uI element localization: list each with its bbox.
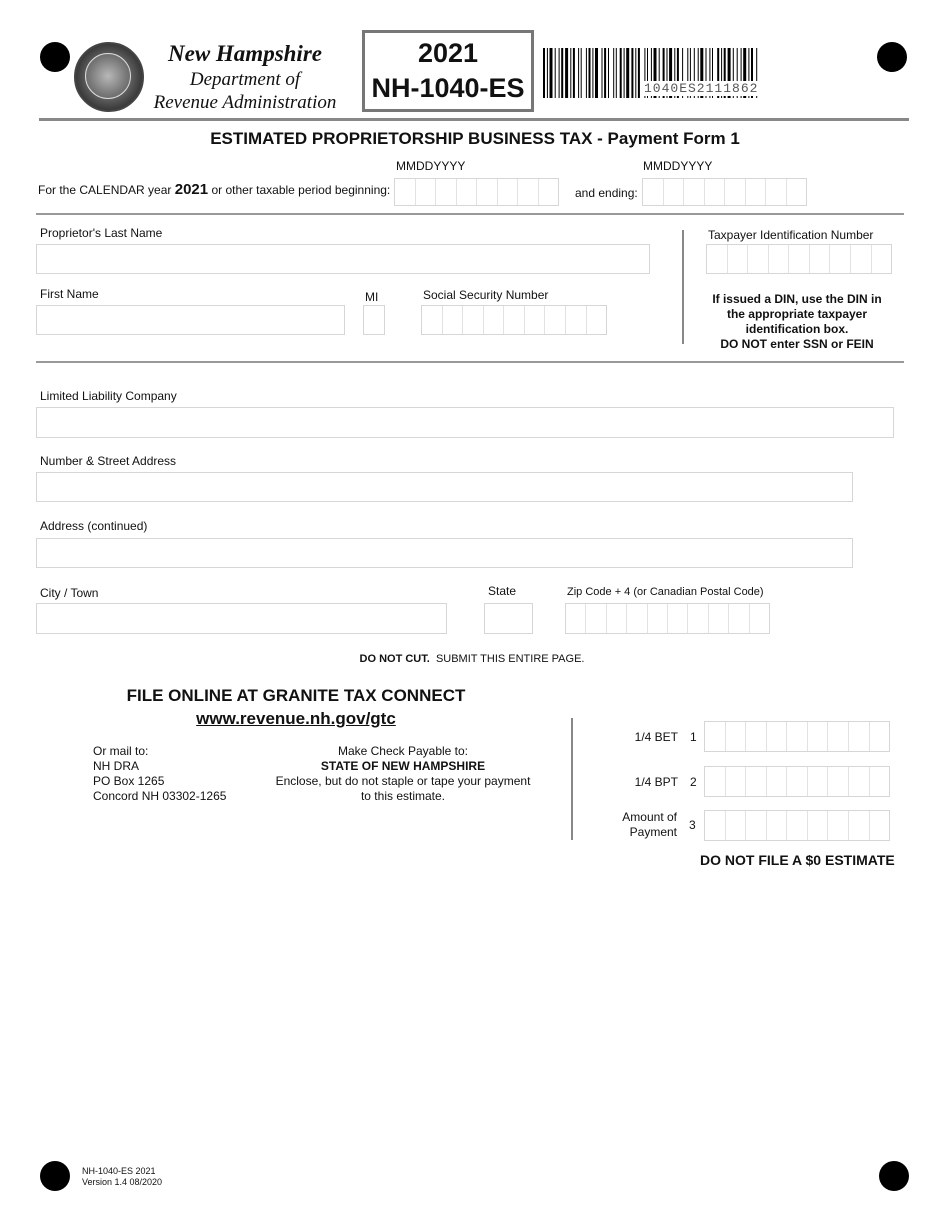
department-name bbox=[140, 40, 350, 114]
ssn-label: Social Security Number bbox=[423, 288, 549, 302]
period-suffix: or other taxable period beginning: bbox=[211, 183, 391, 197]
barcode-number: 1040ES2111862 bbox=[644, 81, 759, 96]
form-title: ESTIMATED PROPRIETORSHIP BUSINESS TAX - Payment Form 1 bbox=[210, 129, 740, 148]
line-3-payment-input[interactable] bbox=[704, 810, 890, 841]
file-online-section bbox=[96, 684, 496, 730]
mailing-address bbox=[93, 744, 226, 804]
mail-line-3: PO Box 1265 bbox=[93, 774, 165, 788]
zip-label: Zip Code + 4 (or Canadian Postal Code) bbox=[567, 586, 764, 598]
din-note-line-2: the appropriate taxpayer bbox=[726, 307, 868, 321]
state-label: State bbox=[488, 584, 517, 598]
ending-label: and ending: bbox=[575, 186, 638, 200]
period-prefix: For the CALENDAR year bbox=[38, 183, 172, 197]
check-line-2: STATE OF NEW HAMPSHIRE bbox=[320, 759, 486, 773]
mi-label: MI bbox=[365, 290, 379, 304]
city-input[interactable] bbox=[36, 603, 447, 634]
first-name-label: First Name bbox=[40, 287, 99, 301]
street-label: Number & Street Address bbox=[40, 454, 177, 468]
line-2-label: 1/4 BPT bbox=[634, 775, 678, 789]
mail-line-4: Concord NH 03302-1265 bbox=[93, 789, 227, 803]
do-not-cut-rest: SUBMIT THIS ENTIRE PAGE. bbox=[435, 653, 585, 665]
street-input[interactable] bbox=[36, 472, 853, 502]
line-3-label-b: Payment bbox=[629, 825, 677, 839]
line-2-number: 2 bbox=[690, 775, 697, 789]
din-note-line-1: If issued a DIN, use the DIN in bbox=[712, 292, 882, 306]
last-name-input[interactable] bbox=[36, 244, 650, 274]
period-year: 2021 bbox=[174, 181, 209, 198]
begin-date-input[interactable] bbox=[394, 178, 559, 206]
header-divider bbox=[39, 118, 909, 121]
footer bbox=[82, 1166, 162, 1188]
end-date-input[interactable] bbox=[642, 178, 807, 206]
din-note-line-4: DO NOT enter SSN or FEIN bbox=[720, 337, 874, 351]
zip-input[interactable] bbox=[565, 603, 770, 634]
gtc-link[interactable]: www.revenue.nh.gov/gtc bbox=[196, 709, 396, 728]
period-label bbox=[38, 181, 390, 198]
dept-line-3: Revenue Administration bbox=[153, 92, 337, 113]
end-date-format: MMDDYYYY bbox=[643, 159, 713, 173]
llc-input[interactable] bbox=[36, 407, 894, 438]
state-seal-logo bbox=[74, 42, 144, 112]
registration-mark-top-left bbox=[40, 42, 70, 72]
last-name-label: Proprietor's Last Name bbox=[40, 226, 163, 240]
tin-divider bbox=[682, 230, 684, 344]
line-2-bpt-input[interactable] bbox=[704, 766, 890, 797]
address-cont-input[interactable] bbox=[36, 538, 853, 568]
section-divider-2 bbox=[36, 361, 904, 363]
footer-form-id: NH-1040-ES 2021 bbox=[82, 1166, 156, 1176]
line-3-label-a: Amount of bbox=[622, 810, 677, 824]
dept-line-1: New Hampshire bbox=[168, 41, 322, 66]
address-cont-label: Address (continued) bbox=[40, 519, 148, 533]
dept-line-2: Department of bbox=[189, 69, 301, 90]
check-line-4: to this estimate. bbox=[360, 789, 446, 803]
line-3-label bbox=[600, 810, 677, 840]
begin-date-format: MMDDYYYY bbox=[396, 159, 466, 173]
form-name: NH-1040-ES bbox=[371, 73, 525, 103]
din-note bbox=[700, 292, 894, 352]
registration-mark-bottom-right bbox=[879, 1161, 909, 1191]
tin-label: Taxpayer Identification Number bbox=[708, 228, 874, 242]
ssn-input[interactable] bbox=[421, 305, 607, 335]
state-input[interactable] bbox=[484, 603, 533, 634]
zero-estimate-notice: DO NOT FILE A $0 ESTIMATE bbox=[700, 852, 895, 868]
payment-divider bbox=[571, 718, 573, 840]
registration-mark-top-right bbox=[877, 42, 907, 72]
check-instructions bbox=[270, 744, 536, 804]
tin-input[interactable] bbox=[706, 244, 892, 274]
line-1-bet-input[interactable] bbox=[704, 721, 890, 752]
mail-line-2: NH DRA bbox=[93, 759, 140, 773]
line-3-number: 3 bbox=[689, 818, 696, 832]
do-not-cut-bold: DO NOT CUT. bbox=[359, 653, 430, 665]
footer-version: Version 1.4 08/2020 bbox=[82, 1177, 163, 1187]
check-line-3: Enclose, but do not staple or tape your payment bbox=[275, 774, 531, 788]
registration-mark-bottom-left bbox=[40, 1161, 70, 1191]
mi-input[interactable] bbox=[363, 305, 385, 335]
file-online-heading: FILE ONLINE AT GRANITE TAX CONNECT bbox=[126, 686, 466, 705]
form-id-box bbox=[362, 30, 534, 112]
first-name-input[interactable] bbox=[36, 305, 345, 335]
mail-line-1: Or mail to: bbox=[93, 744, 149, 758]
line-1-label: 1/4 BET bbox=[634, 730, 678, 744]
do-not-cut-notice bbox=[0, 653, 944, 665]
city-label: City / Town bbox=[40, 586, 99, 600]
section-divider-1 bbox=[36, 213, 904, 215]
form-year: 2021 bbox=[417, 38, 479, 68]
llc-label: Limited Liability Company bbox=[40, 389, 177, 403]
din-note-line-3: identification box. bbox=[745, 322, 849, 336]
line-1-number: 1 bbox=[690, 730, 697, 744]
check-line-1: Make Check Payable to: bbox=[337, 744, 469, 758]
